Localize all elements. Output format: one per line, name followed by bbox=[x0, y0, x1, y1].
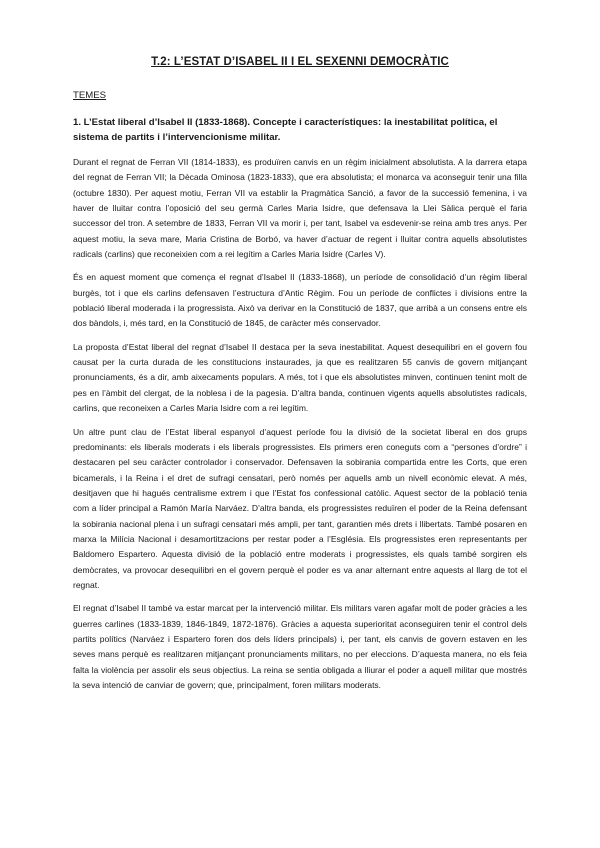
paragraph-1: Durant el regnat de Ferran VII (1814-1833), es produïren canvis en un règim inicialment absolutista. A la darrera etapa del regnat de Ferran VII; la Dècada Ominosa (1823-1833), que era absolutista; el monarca va aconseguir tenir una filla (octubre 1830). Per aquest motiu, Ferran VII va establir la Pragmàtica Sanció, a favor de la successió femenina, i va haver de lluitar contra l’oposició del seu germà Carles Maria Isidre, que defensava la Llei Sàlica perquè el faria successor del tron. A setembre de 1833, Ferran VII va morir i, per tant, Isabel va esdevenir-se reina amb tres anys. Per aquest motiu, la seva mare, Maria Cristina de Borbó, va haver d’actuar de regent i lluitar contra aquells absolutistes radicals (carlins) que reconeixien com a rei legítim a Carles Maria Isidre (Carles V). bbox=[73, 157, 527, 260]
paragraph-5: El regnat d’Isabel II també va estar marcat per la intervenció militar. Els militars varen agafar molt de poder gràcies a les guerres carlines (1833-1839, 1846-1849, 1872-1876). Gràcies a aquesta superioritat aconseguiren tenir el control dels partits polítics (Narváez i Espartero foren dos dels líders principals) i, per tant, els canvis de govern estaven en les seves mans perquè es realitzaren mitjançant pronunciaments militars, no per eleccions. D’aquesta manera, no els feia falta la violència per assolir els seus objectius. La reina se sentia obligada a lliurar el poder a aquell militar que mostrés la seva intenció de canviar de govern; que, principalment, foren militars moderats. bbox=[73, 603, 527, 690]
section-heading: 1. L’Estat liberal d’Isabel II (1833-1868). Concepte i característiques: la inestabilitat política, el sistema de partits i l’intervencionisme militar. bbox=[73, 117, 498, 143]
paragraph-4: Un altre punt clau de l’Estat liberal espanyol d’aquest període fou la divisió de la societat liberal en dos grups predominants: els liberals moderats i els liberals progressistes. Els primers eren coneguts com a “persones d’ordre” i destacaren pel seu caràcter controlador i conservador. Defensaven la sobirania compartida entre les Corts, que eren bicamerals, i la Reina i el dret de sufragi censatari, però només per aquells amb un nivell econòmic elevat. A més, desitjaven que hi hagués centralisme extrem i que l’Estat fos confessional catòlic. Aquest sector de la població tenia com a líder principal a Ramón María Narváez. D’altra banda, els progressistes reduïren el poder de la Reina defensant la sobirania nacional plena i un sufragi censatari més ampli, per tant, garantien més drets i llibertats. També posaren en marxa la Milícia Nacional i desamortitzacions per restar poder a l’Església. Els progressistes eren representants per Baldomero Espartero. Aquesta divisió de la població entre moderats i progressistes, els quals també sorgiren els demòcrates, va provocar desequilibri en el govern perquè el poder es va anar alternant entre aquests al llarg de tot el regnat. bbox=[73, 426, 527, 590]
section-label-temes: TEMES bbox=[73, 90, 107, 101]
paragraph-3: La proposta d’Estat liberal del regnat d’Isabel II destaca per la seva inestabilitat. Aquest desequilibri en el govern fou causat per la curta durada de les constitucions instaurades, ja que es realitzaren 55 canvis de govern mitjançant pronunciaments, és a dir, amb aixecaments populars. A més, tot i que els absolutistes minven, continuen tenint molt de pes en l’àmbit del clergat, de la noblesa i de la pagesia. D’altra banda, continuen vigents aquells absolutistes radicals, carlins, que reconeixen a Carles Maria Isidre com a rei legítim. bbox=[73, 341, 527, 414]
document-title: T.2: L’ESTAT D’ISABEL II I EL SEXENNI DEMOCRÀTIC bbox=[151, 56, 449, 68]
paragraph-2: És en aquest moment que comença el regnat d’Isabel II (1833-1868), un període de consolidació d’un règim liberal burgès, tot i que els carlins defensaven l’estructura d’Antic Règim. Fou un període de conflictes i divisions entre la població liberal moderada i la progressista. Això va derivar en la Constitució de 1837, que arribà a un consens entre els dos bàndols, i, més tard, en la Constitució de 1845, de caràcter més conservador. bbox=[73, 272, 527, 329]
